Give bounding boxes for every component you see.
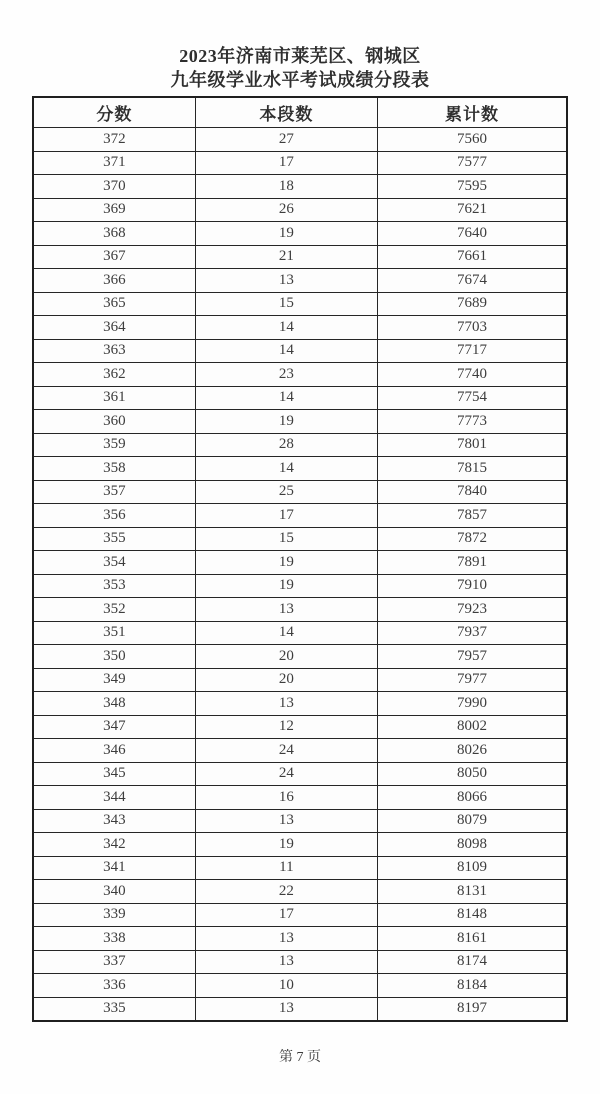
- table-row: [33, 762, 567, 786]
- score-cell: 340: [33, 880, 195, 904]
- table-row: [33, 692, 567, 716]
- table-row: [33, 480, 567, 504]
- score-cell: 367: [33, 245, 195, 269]
- score-cell: 357: [33, 480, 195, 504]
- segment-count-cell: 12: [195, 715, 377, 739]
- cumulative-count-cell: 8098: [377, 833, 567, 857]
- score-cell: 348: [33, 692, 195, 716]
- page-number: 第 7 页: [279, 1050, 321, 1065]
- cumulative-count-cell: 8197: [377, 997, 567, 1021]
- score-cell: 347: [33, 715, 195, 739]
- cumulative-count-cell: 7815: [377, 457, 567, 481]
- segment-count-cell: 19: [195, 222, 377, 246]
- cumulative-count-cell: 8079: [377, 809, 567, 833]
- segment-count-cell: 13: [195, 598, 377, 622]
- cumulative-count-cell: 7595: [377, 175, 567, 199]
- page-title: [0, 44, 600, 92]
- score-cell: 338: [33, 927, 195, 951]
- segment-count-cell: 22: [195, 880, 377, 904]
- segment-count-cell: 19: [195, 574, 377, 598]
- cumulative-count-cell: 7577: [377, 151, 567, 175]
- table-row: [33, 551, 567, 575]
- cumulative-count-cell: 7937: [377, 621, 567, 645]
- table-row: [33, 245, 567, 269]
- cumulative-count-cell: 7661: [377, 245, 567, 269]
- score-cell: 353: [33, 574, 195, 598]
- cumulative-count-cell: 7717: [377, 339, 567, 363]
- segment-count-cell: 21: [195, 245, 377, 269]
- score-cell: 358: [33, 457, 195, 481]
- cumulative-count-cell: 8066: [377, 786, 567, 810]
- cumulative-count-cell: 7923: [377, 598, 567, 622]
- segment-count-cell: 18: [195, 175, 377, 199]
- score-cell: 356: [33, 504, 195, 528]
- cumulative-count-cell: 8002: [377, 715, 567, 739]
- segment-count-cell: 10: [195, 974, 377, 998]
- cumulative-count-cell: 7674: [377, 269, 567, 293]
- score-cell: 351: [33, 621, 195, 645]
- segment-count-cell: 11: [195, 856, 377, 880]
- table-row: [33, 222, 567, 246]
- score-cell: 349: [33, 668, 195, 692]
- table-row: [33, 433, 567, 457]
- column-header-cumulative-count: 累计数: [377, 97, 567, 128]
- cumulative-count-cell: 8174: [377, 950, 567, 974]
- table-row: [33, 786, 567, 810]
- segment-count-cell: 28: [195, 433, 377, 457]
- cumulative-count-cell: 7773: [377, 410, 567, 434]
- segment-count-cell: 20: [195, 645, 377, 669]
- segment-count-cell: 26: [195, 198, 377, 222]
- table-row: [33, 668, 567, 692]
- table-row: [33, 363, 567, 387]
- cumulative-count-cell: 7640: [377, 222, 567, 246]
- segment-count-cell: 19: [195, 551, 377, 575]
- table-row: [33, 504, 567, 528]
- table-row: [33, 316, 567, 340]
- segment-count-cell: 24: [195, 762, 377, 786]
- table-row: [33, 175, 567, 199]
- table-row: [33, 809, 567, 833]
- table-body: [33, 128, 567, 1022]
- segment-count-cell: 19: [195, 833, 377, 857]
- table-row: [33, 386, 567, 410]
- cumulative-count-cell: 8131: [377, 880, 567, 904]
- segment-count-cell: 14: [195, 316, 377, 340]
- table-row: [33, 457, 567, 481]
- segment-count-cell: 25: [195, 480, 377, 504]
- score-cell: 361: [33, 386, 195, 410]
- segment-count-cell: 17: [195, 504, 377, 528]
- score-cell: 369: [33, 198, 195, 222]
- score-cell: 360: [33, 410, 195, 434]
- table-row: [33, 598, 567, 622]
- score-cell: 368: [33, 222, 195, 246]
- cumulative-count-cell: 7689: [377, 292, 567, 316]
- table-row: [33, 621, 567, 645]
- score-cell: 370: [33, 175, 195, 199]
- segment-count-cell: 17: [195, 151, 377, 175]
- table-row: [33, 292, 567, 316]
- score-cell: 371: [33, 151, 195, 175]
- score-cell: 355: [33, 527, 195, 551]
- table-row: [33, 903, 567, 927]
- cumulative-count-cell: 7560: [377, 128, 567, 152]
- cumulative-count-cell: 8161: [377, 927, 567, 951]
- cumulative-count-cell: 7703: [377, 316, 567, 340]
- segment-count-cell: 24: [195, 739, 377, 763]
- cumulative-count-cell: 7857: [377, 504, 567, 528]
- score-cell: 342: [33, 833, 195, 857]
- table-row: [33, 715, 567, 739]
- score-cell: 366: [33, 269, 195, 293]
- segment-count-cell: 13: [195, 692, 377, 716]
- score-cell: 372: [33, 128, 195, 152]
- score-cell: 352: [33, 598, 195, 622]
- table-row: [33, 950, 567, 974]
- table-row: [33, 410, 567, 434]
- segment-count-cell: 13: [195, 997, 377, 1021]
- table-row: [33, 880, 567, 904]
- score-cell: 337: [33, 950, 195, 974]
- score-cell: 364: [33, 316, 195, 340]
- segment-count-cell: 15: [195, 292, 377, 316]
- segment-count-cell: 14: [195, 621, 377, 645]
- table-row: [33, 198, 567, 222]
- cumulative-count-cell: 7740: [377, 363, 567, 387]
- score-cell: 350: [33, 645, 195, 669]
- table-row: [33, 269, 567, 293]
- segment-count-cell: 13: [195, 927, 377, 951]
- segment-count-cell: 13: [195, 269, 377, 293]
- segment-count-cell: 14: [195, 339, 377, 363]
- segment-count-cell: 20: [195, 668, 377, 692]
- table-row: [33, 151, 567, 175]
- cumulative-count-cell: 8050: [377, 762, 567, 786]
- segment-count-cell: 27: [195, 128, 377, 152]
- column-header-segment-count: 本段数: [195, 97, 377, 128]
- score-cell: 354: [33, 551, 195, 575]
- cumulative-count-cell: 7754: [377, 386, 567, 410]
- cumulative-count-cell: 7957: [377, 645, 567, 669]
- table-row: [33, 997, 567, 1021]
- cumulative-count-cell: 7621: [377, 198, 567, 222]
- score-cell: 363: [33, 339, 195, 363]
- cumulative-count-cell: 7910: [377, 574, 567, 598]
- segment-count-cell: 16: [195, 786, 377, 810]
- segment-count-cell: 15: [195, 527, 377, 551]
- score-cell: 359: [33, 433, 195, 457]
- cumulative-count-cell: 8148: [377, 903, 567, 927]
- cumulative-count-cell: 8109: [377, 856, 567, 880]
- table-row: [33, 974, 567, 998]
- score-cell: 341: [33, 856, 195, 880]
- table-row: [33, 833, 567, 857]
- score-cell: 335: [33, 997, 195, 1021]
- score-cell: 345: [33, 762, 195, 786]
- table-row: [33, 739, 567, 763]
- segment-count-cell: 13: [195, 809, 377, 833]
- segment-count-cell: 14: [195, 457, 377, 481]
- cumulative-count-cell: 7872: [377, 527, 567, 551]
- score-cell: 365: [33, 292, 195, 316]
- cumulative-count-cell: 8026: [377, 739, 567, 763]
- page-title-line2: 九年级学业水平考试成绩分段表: [170, 70, 430, 90]
- cumulative-count-cell: 7977: [377, 668, 567, 692]
- score-distribution-table: [32, 96, 568, 1022]
- table-row: [33, 339, 567, 363]
- table-header-row: [33, 97, 567, 128]
- segment-count-cell: 13: [195, 950, 377, 974]
- table-row: [33, 527, 567, 551]
- segment-count-cell: 19: [195, 410, 377, 434]
- column-header-score: 分数: [33, 97, 195, 128]
- cumulative-count-cell: 7990: [377, 692, 567, 716]
- segment-count-cell: 23: [195, 363, 377, 387]
- cumulative-count-cell: 8184: [377, 974, 567, 998]
- page-title-line1: 2023年济南市莱芜区、钢城区: [179, 46, 421, 66]
- score-cell: 346: [33, 739, 195, 763]
- score-cell: 343: [33, 809, 195, 833]
- table-row: [33, 927, 567, 951]
- table-row: [33, 574, 567, 598]
- segment-count-cell: 17: [195, 903, 377, 927]
- table-row: [33, 128, 567, 152]
- score-cell: 344: [33, 786, 195, 810]
- table-row: [33, 856, 567, 880]
- score-cell: 362: [33, 363, 195, 387]
- cumulative-count-cell: 7891: [377, 551, 567, 575]
- table-row: [33, 645, 567, 669]
- score-cell: 339: [33, 903, 195, 927]
- score-cell: 336: [33, 974, 195, 998]
- cumulative-count-cell: 7801: [377, 433, 567, 457]
- cumulative-count-cell: 7840: [377, 480, 567, 504]
- segment-count-cell: 14: [195, 386, 377, 410]
